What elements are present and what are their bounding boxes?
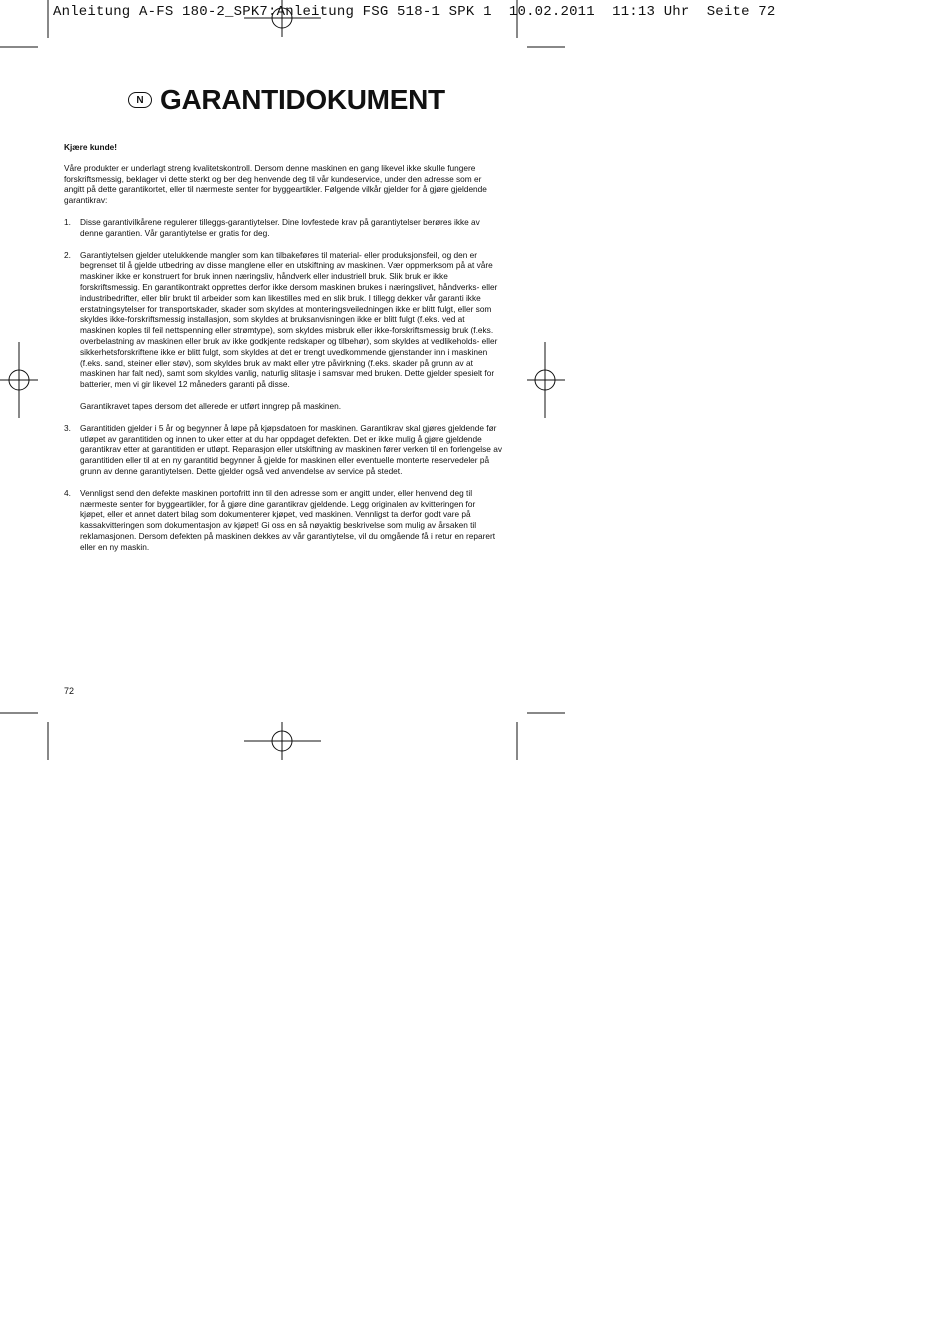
print-slug: Anleitung A-FS 180-2_SPK7:Anleitung FSG 518-1 SPK 1 10.02.2011 11:13 Uhr Seite 72 <box>53 4 776 20</box>
page-number: 72 <box>64 686 75 696</box>
title-row <box>128 84 445 116</box>
item-text <box>80 217 502 239</box>
item-paragraph: Garantitiden gjelder i 5 år og begynner å løpe på kjøpsdatoen for maskinen. Garantikrav skal gjøres gjeldende før utløpet av garantitiden og innen to uker etter at du har oppdaget defekten. Det er ikke mulig å gjøre gjeldende garantikrav etter at garantitiden er utløpt. Reparasjon eller utskiftning av maskinen fører verken til en forlengelse av garantitiden eller til at en ny garantitid begynner å gjelde for maskinen eller eventuelle monterte reservedeler på grunn av denne garantiytelsen. Dette gjelder også ved anvendelse av service på stedet. <box>80 422 502 476</box>
list-item <box>64 217 502 239</box>
document-body <box>64 142 502 564</box>
item-text <box>80 423 502 477</box>
intro-paragraph: Våre produkter er underlagt streng kvalitetskontroll. Dersom denne maskinen en gang likevel ikke skulle fungere forskriftsmessig, beklager vi dette sterkt og ber deg henvende deg til vår kundeservice, under den adresse som er angitt på dette garantikortet, eller til nærmeste senter for byggeartikler. Følgende vilkår gjelder for å gjøre gjeldende garantikrav: <box>64 162 487 206</box>
item-paragraph: Disse garantivilkårene regulerer tilleggs-garantiytelser. Dine lovfestede krav på garantiytelser berøres ikke av denne garantien. Vår garantiytelse er gratis for deg. <box>80 216 480 238</box>
list-item <box>64 488 502 553</box>
page-title: GARANTIDOKUMENT <box>160 84 445 115</box>
item-number: 4. <box>64 487 71 498</box>
item-number: 3. <box>64 422 71 433</box>
item-text <box>80 250 502 412</box>
item-number: 2. <box>64 249 71 260</box>
item-paragraph: Vennligst send den defekte maskinen portofritt inn til den adresse som er angitt under, eller henvend deg til nærmeste senter for byggeartikler, for å gjøre dine garantikrav gjeldende. Legg originalen av kvitteringen for kjøpet, eller et annet datert bilag som dokumenterer kjøpet, ved maskinen. Vennligst ta derfor godt vare på kassakvitteringen som dokumentasjon av kjøpet! Gi oss en så nøyaktig beskrivelse som mulig av årsaken til reklamasjonen. Dersom defekten på maskinen dekkes av vår garantiytelse, vil du omgående få i retur en reparert eller en ny maskin. <box>80 487 496 552</box>
language-badge: N <box>128 92 152 108</box>
item-number: 1. <box>64 216 71 227</box>
item-text <box>80 488 502 553</box>
list-item <box>64 250 502 412</box>
list-item <box>64 423 502 477</box>
item-paragraph: Garantiytelsen gjelder utelukkende mangler som kan tilbakeføres til material- eller produksjonsfeil, og den er begrenset til å gjelde utbedring av disse manglene eller en utskiftning av maskinen. Vær oppmerksom på at våre maskiner ikke er konstruert for bruk innen næringsliv, håndverk eller industriell bruk. Slik bruk er ikke forskriftsmessig. En garantikontrakt opprettes derfor ikke dersom maskinen brukes i næringslivet, håndverks- eller industribedrifter, eller blir brukt til arbeider som kan likestilles med en slik bruk. I tillegg dekker vår garanti ikke erstatningsytelser for transportskader, skader som skyldes at monteringsveiledningen ikke er blitt fulgt, eller som skyldes ikke-forskriftsmessig installasjon, som skyldes at bruksanvisningen ikke er blitt fulgt (f.eks. ved at maskinen koples til feil nettspenning eller strømtype), som skyldes misbruk eller ikke-forskriftsmessig bruk (f.eks. overbelastning av maskinen eller bruk av ikke godkjente redskaper og tilbehør), som skyldes at vedlikeholds- eller sikkerhetsforskriftene ikke er blitt fulgt, som skyldes at det er trengt uvedkommende gjenstander inn i maskinen (f.eks. sand, steiner eller støv), som skyldes bruk av makt eller ytre påvirkning (f.eks. skader på grunn av at maskinen har falt ned), samt som skyldes vanlig, naturlig slitasje i samsvar med bruken. Dette gjelder spesielt for batterier, men vi gir likevel 12 måneders garanti på disse. <box>80 249 498 390</box>
item-paragraph: Garantikravet tapes dersom det allerede er utført inngrep på maskinen. <box>80 400 342 411</box>
greeting: Kjære kunde! <box>64 142 118 152</box>
